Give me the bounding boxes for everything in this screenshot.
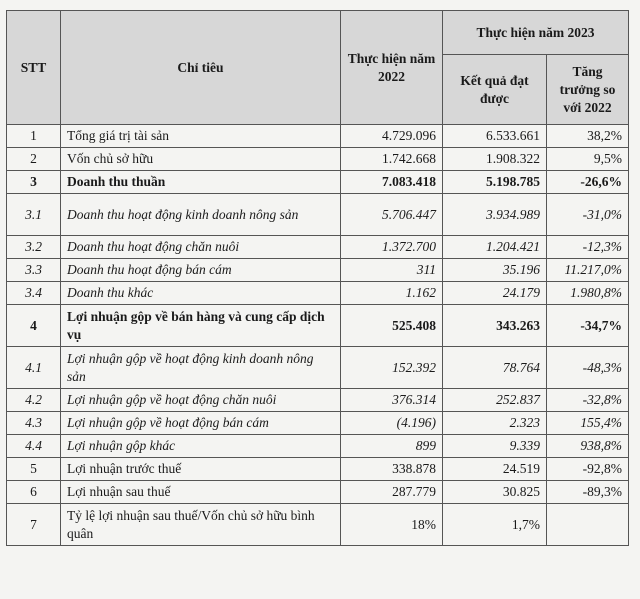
cell-2023: 35.196 (443, 259, 547, 282)
cell-growth: -89,3% (547, 481, 629, 504)
cell-stt: 3.3 (7, 259, 61, 282)
cell-chi-tieu: Lợi nhuận gộp về hoạt động kinh doanh nông sản (61, 347, 341, 389)
cell-2022: 5.706.447 (341, 194, 443, 236)
table-row (7, 389, 629, 412)
cell-2022: 525.408 (341, 305, 443, 347)
cell-growth: 1.980,8% (547, 282, 629, 305)
cell-2022: 899 (341, 435, 443, 458)
table-row (7, 435, 629, 458)
cell-growth: -34,7% (547, 305, 629, 347)
cell-2023: 9.339 (443, 435, 547, 458)
header-chi-tieu: Chỉ tiêu (61, 11, 341, 125)
cell-2023: 343.263 (443, 305, 547, 347)
cell-stt: 3 (7, 171, 61, 194)
table-row (7, 412, 629, 435)
cell-growth: -31,0% (547, 194, 629, 236)
table-row (7, 458, 629, 481)
table-row (7, 504, 629, 546)
cell-chi-tieu: Tỷ lệ lợi nhuận sau thuế/Vốn chủ sở hữu bình quân (61, 504, 341, 546)
cell-stt: 4.4 (7, 435, 61, 458)
cell-2023: 2.323 (443, 412, 547, 435)
cell-stt: 4.1 (7, 347, 61, 389)
cell-growth: 38,2% (547, 125, 629, 148)
table-row (7, 481, 629, 504)
header-ket-qua: Kết quả đạt được (443, 55, 547, 125)
cell-2022: 376.314 (341, 389, 443, 412)
cell-chi-tieu: Doanh thu khác (61, 282, 341, 305)
cell-stt: 3.1 (7, 194, 61, 236)
cell-growth: -92,8% (547, 458, 629, 481)
cell-growth: 938,8% (547, 435, 629, 458)
cell-growth: 11.217,0% (547, 259, 629, 282)
cell-chi-tieu: Doanh thu hoạt động kinh doanh nông sản (61, 194, 341, 236)
cell-stt: 4 (7, 305, 61, 347)
cell-stt: 5 (7, 458, 61, 481)
cell-2022: 4.729.096 (341, 125, 443, 148)
cell-2022: 1.372.700 (341, 236, 443, 259)
cell-2023: 252.837 (443, 389, 547, 412)
cell-2023: 24.519 (443, 458, 547, 481)
cell-2022: 18% (341, 504, 443, 546)
cell-2023: 1.204.421 (443, 236, 547, 259)
table-row (7, 347, 629, 389)
cell-chi-tieu: Doanh thu hoạt động bán cám (61, 259, 341, 282)
table-row (7, 194, 629, 236)
cell-chi-tieu: Lợi nhuận sau thuế (61, 481, 341, 504)
cell-2023: 30.825 (443, 481, 547, 504)
cell-stt: 3.2 (7, 236, 61, 259)
cell-stt: 3.4 (7, 282, 61, 305)
cell-2022: 338.878 (341, 458, 443, 481)
cell-chi-tieu: Tổng giá trị tài sản (61, 125, 341, 148)
cell-2023: 1.908.322 (443, 148, 547, 171)
table-row (7, 125, 629, 148)
cell-chi-tieu: Lợi nhuận gộp về bán hàng và cung cấp dịch vụ (61, 305, 341, 347)
cell-2022: (4.196) (341, 412, 443, 435)
cell-2022: 287.779 (341, 481, 443, 504)
cell-growth (547, 504, 629, 546)
cell-2022: 7.083.418 (341, 171, 443, 194)
cell-stt: 7 (7, 504, 61, 546)
header-stt: STT (7, 11, 61, 125)
cell-chi-tieu: Lợi nhuận gộp khác (61, 435, 341, 458)
cell-growth: -12,3% (547, 236, 629, 259)
financial-table-container (6, 10, 629, 546)
cell-growth: 155,4% (547, 412, 629, 435)
cell-growth: -32,8% (547, 389, 629, 412)
financial-results-table (6, 10, 629, 546)
cell-stt: 6 (7, 481, 61, 504)
table-row (7, 236, 629, 259)
cell-2023: 1,7% (443, 504, 547, 546)
cell-chi-tieu: Vốn chủ sở hữu (61, 148, 341, 171)
header-thuc-hien-2022: Thực hiện năm 2022 (341, 11, 443, 125)
cell-stt: 4.3 (7, 412, 61, 435)
cell-stt: 1 (7, 125, 61, 148)
table-row (7, 259, 629, 282)
cell-2023: 78.764 (443, 347, 547, 389)
cell-2023: 5.198.785 (443, 171, 547, 194)
page-footer-cutoff (6, 589, 640, 599)
cell-2022: 1.742.668 (341, 148, 443, 171)
table-body (7, 125, 629, 546)
cell-stt: 2 (7, 148, 61, 171)
cell-chi-tieu: Doanh thu hoạt động chăn nuôi (61, 236, 341, 259)
cell-stt: 4.2 (7, 389, 61, 412)
cell-2023: 24.179 (443, 282, 547, 305)
header-thuc-hien-2023: Thực hiện năm 2023 (443, 11, 629, 55)
table-row (7, 305, 629, 347)
cell-2022: 1.162 (341, 282, 443, 305)
cell-growth: 9,5% (547, 148, 629, 171)
cell-2023: 6.533.661 (443, 125, 547, 148)
table-row (7, 171, 629, 194)
cell-growth: -26,6% (547, 171, 629, 194)
cell-2023: 3.934.989 (443, 194, 547, 236)
cell-growth: -48,3% (547, 347, 629, 389)
page-top (0, 0, 640, 8)
table-row (7, 148, 629, 171)
header-tang-truong: Tăng trưởng so với 2022 (547, 55, 629, 125)
table-row (7, 282, 629, 305)
cell-chi-tieu: Lợi nhuận trước thuế (61, 458, 341, 481)
cell-chi-tieu: Lợi nhuận gộp về hoạt động bán cám (61, 412, 341, 435)
cell-2022: 311 (341, 259, 443, 282)
cell-chi-tieu: Doanh thu thuần (61, 171, 341, 194)
cell-2022: 152.392 (341, 347, 443, 389)
cell-chi-tieu: Lợi nhuận gộp về hoạt động chăn nuôi (61, 389, 341, 412)
